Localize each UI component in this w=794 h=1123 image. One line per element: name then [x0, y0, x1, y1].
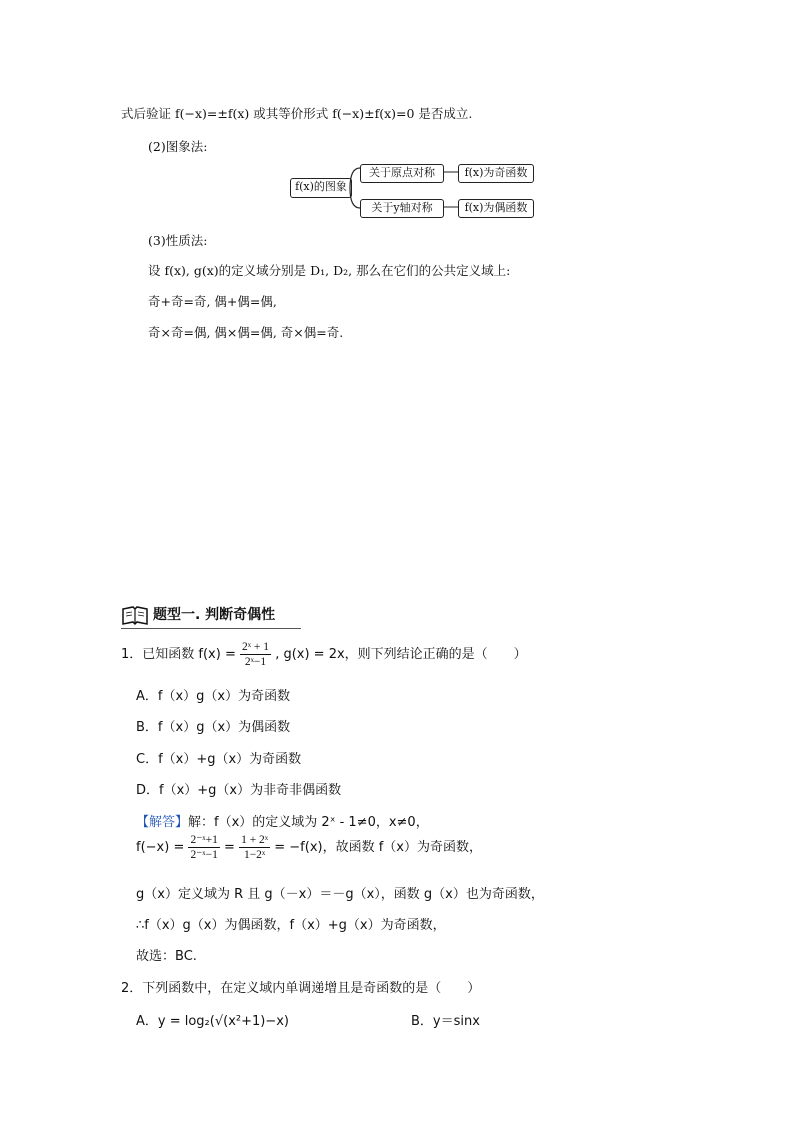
q1-option-b: B．f（x）g（x）为偶函数 [136, 720, 291, 735]
answer-text-1: 解：f（x）的定义域为 2ˣ - 1≠0，x≠0， [188, 815, 429, 830]
q1-answer-line-3: g（x）定义域为 R 且 g（－x）＝－g（x），函数 g（x）也为奇函数， [136, 887, 544, 902]
q1-prefix: 1．已知函数 f(x) = [121, 647, 236, 662]
answer-frac-1 [188, 833, 219, 862]
q1-stem [121, 640, 527, 669]
section-title: 题型一. 判断奇偶性 [152, 607, 276, 623]
q1-answer-line-5: 故选：BC. [136, 949, 197, 964]
diagram-source-box: f(x)的图象 [290, 178, 352, 198]
answer-tag: 【解答】 [136, 815, 189, 830]
property-line-2: 奇+奇=奇, 偶+偶=偶, [148, 294, 277, 309]
diagram-result-odd: f(x)为奇函数 [458, 164, 534, 183]
q1-fraction [240, 640, 271, 669]
section-heading [121, 604, 275, 627]
q2-option-a: A．y = log₂(√(x²+1)−x) [136, 1014, 289, 1029]
property-line-3: 奇×奇=偶, 偶×偶=偶, 奇×偶=奇. [148, 325, 344, 340]
answer-eq: = [224, 840, 235, 855]
q1-answer-line-1 [136, 811, 429, 830]
q1-option-a: A．f（x）g（x）为奇函数 [136, 689, 291, 704]
answer-line2-prefix: f(−x) = [136, 840, 185, 855]
property-method-label: (3)性质法: [148, 233, 208, 248]
graph-method-label: (2)图象法: [148, 139, 208, 154]
answer-frac2-num: 1 + 2ˣ [241, 834, 269, 846]
diagram-branch-y-axis: 关于y轴对称 [360, 199, 444, 218]
diagram-result-even: f(x)为偶函数 [458, 199, 534, 218]
intro-line-1: 式后验证 f(−x)=±f(x) 或其等价形式 f(−x)±f(x)=0 是否成立. [121, 106, 473, 121]
answer-line2-suffix: = −f(x)，故函数 f（x）为奇函数， [274, 840, 482, 855]
open-book-icon [121, 605, 149, 627]
property-line-1: 设 f(x), g(x)的定义域分别是 D₁, D₂, 那么在它们的公共定义域上: [148, 263, 511, 278]
answer-frac1-num: 2⁻ˣ+1 [190, 834, 218, 846]
q1-option-d: D．f（x）+g（x）为非奇非偶函数 [136, 783, 342, 798]
diagram-branch-origin: 关于原点对称 [360, 164, 444, 183]
answer-frac2-den: 1−2ˣ [243, 849, 266, 861]
q1-frac-den: 2ˣ−1 [244, 656, 267, 668]
q1-suffix: , g(x) = 2x，则下列结论正确的是（ ） [275, 647, 527, 662]
section-underline [121, 628, 301, 629]
answer-frac-2 [239, 833, 270, 862]
q1-answer-line-2 [136, 833, 482, 862]
q1-frac-num: 2ˣ + 1 [241, 641, 270, 653]
answer-frac1-den: 2⁻ˣ−1 [190, 849, 218, 861]
q1-option-c: C．f（x）+g（x）为奇函数 [136, 752, 302, 767]
q1-answer-line-4: ∴f（x）g（x）为偶函数，f（x）+g（x）为奇函数， [136, 918, 446, 933]
q2-stem: 2．下列函数中，在定义域内单调递增且是奇函数的是（ ） [121, 981, 481, 996]
q2-option-b: B．y＝sinx [411, 1014, 480, 1029]
